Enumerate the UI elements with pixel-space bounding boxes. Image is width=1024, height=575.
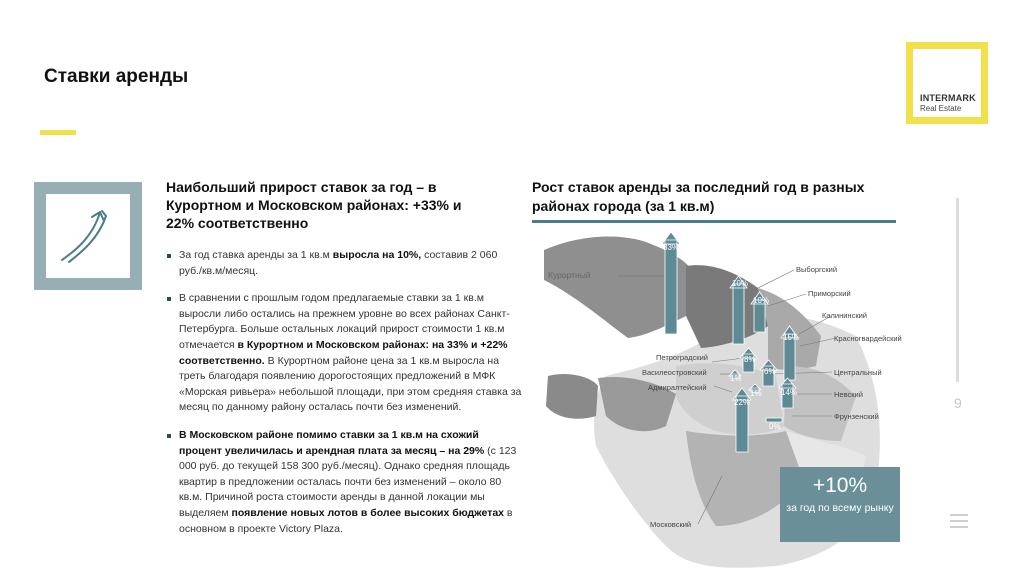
bullet-item	[166, 428, 522, 537]
bullet-text: (с 123 000 руб. до текущей 158 300 руб./месяц). Однако средняя площадь квартир в предложении осталась почти без изменений – около 80 кв.м. Причиной роста стоимости аренды в данной локации мы выделяем	[179, 444, 517, 519]
bullet-text: в основном в проекте Victory Plaza.	[179, 506, 513, 535]
label-kurortny: Курортный	[548, 270, 591, 280]
logo-subtitle: Real Estate	[920, 104, 962, 113]
label-vasileostrovsky: Василеостровский	[642, 368, 707, 377]
title-accent-bar	[40, 130, 76, 135]
total-growth-box	[780, 467, 900, 542]
growth-icon-frame	[34, 182, 142, 290]
slide-title: Ставки аренды	[44, 66, 189, 87]
bullet-item	[166, 248, 522, 279]
bullet-text: В Курортном районе цена за 1 кв.м выросла на треть благодаря появлению дорогостоящих предложений в МФК «Морская ривьера» небольшой площади, при этом средняя ставка за месяц по данному району осталась почти без изменений.	[179, 354, 522, 414]
total-growth-caption: за год по всему рынку	[786, 502, 894, 514]
value-admiralteisky: 1%	[750, 389, 762, 398]
bullet-text: В сравнении с прошлым годом предлагаемые ставки за 1 кв.м выросли либо остались на прежнем уровне во всех районах Санкт-Петербурга. Больше остальных локаций прирост стоимости 1 кв.м отмечается	[179, 292, 510, 351]
label-krasnogvardeisky: Красногвардейский	[834, 334, 902, 343]
label-moskovsky: Московский	[650, 520, 692, 529]
left-heading: Наибольший прирост ставок за год – в Курортном и Московском районах: +33% и 22% соответственно	[166, 179, 462, 231]
map-region-far-west	[546, 374, 598, 419]
logo-name: INTERMARK	[920, 93, 976, 103]
menu-icon[interactable]	[950, 514, 968, 530]
value-tsentralny: 6%	[764, 367, 776, 376]
bullet-text: появление новых лотов в более высоких бюджетах	[231, 506, 505, 519]
value-petrogradsky: 8%	[744, 355, 756, 364]
label-frunzensky: Фрунзенский	[834, 412, 879, 421]
progress-line	[956, 198, 959, 382]
value-krasnogvardeisky: 14%	[781, 388, 798, 397]
value-primorsky: 10%	[753, 296, 770, 305]
bullet-text: В Московском районе помимо ставки за 1 кв.м на схожий процент увеличилась и арендная плата за месяц – на 29%	[179, 428, 485, 457]
label-petrogradsky: Петроградский	[656, 353, 708, 362]
page-number: 9	[954, 395, 962, 411]
map-title: Рост ставок аренды за последний год в разных районах города (за 1 кв.м)	[532, 179, 865, 214]
label-admiralteisky: Адмиралтейский	[648, 383, 707, 392]
bullet-text: в Курортном и Московском районах: на 33% и +22% соответственно.	[179, 338, 508, 367]
map-title-rule	[532, 220, 896, 223]
bullet-text: За год ставка аренды за 1 кв.м	[179, 249, 333, 261]
bullet-item	[166, 291, 522, 416]
label-nevsky: Невский	[834, 390, 863, 399]
label-kalininsky: Калининский	[822, 311, 867, 320]
bullet-list	[166, 248, 522, 549]
value-vasileostrovsky: 1%	[730, 374, 742, 383]
bullet-text: выросла на 10%,	[332, 249, 422, 261]
label-vyborgsky: Выборгский	[796, 265, 838, 274]
label-tsentralny: Центральный	[834, 368, 882, 377]
total-growth-value: +10%	[812, 474, 868, 497]
value-kurortny: 33%	[663, 243, 680, 252]
value-nevsky: 0%	[769, 422, 781, 431]
value-moskovsky: 22%	[734, 398, 751, 407]
company-logo	[906, 42, 988, 124]
value-vyborgsky: 10%	[732, 279, 749, 288]
label-primorsky: Приморский	[808, 289, 851, 298]
value-kalininsky: 15%	[783, 333, 800, 342]
growth-arrow-icon	[46, 194, 130, 278]
bullet-text: составив 2 060 руб./кв.м/месяц.	[179, 249, 498, 277]
